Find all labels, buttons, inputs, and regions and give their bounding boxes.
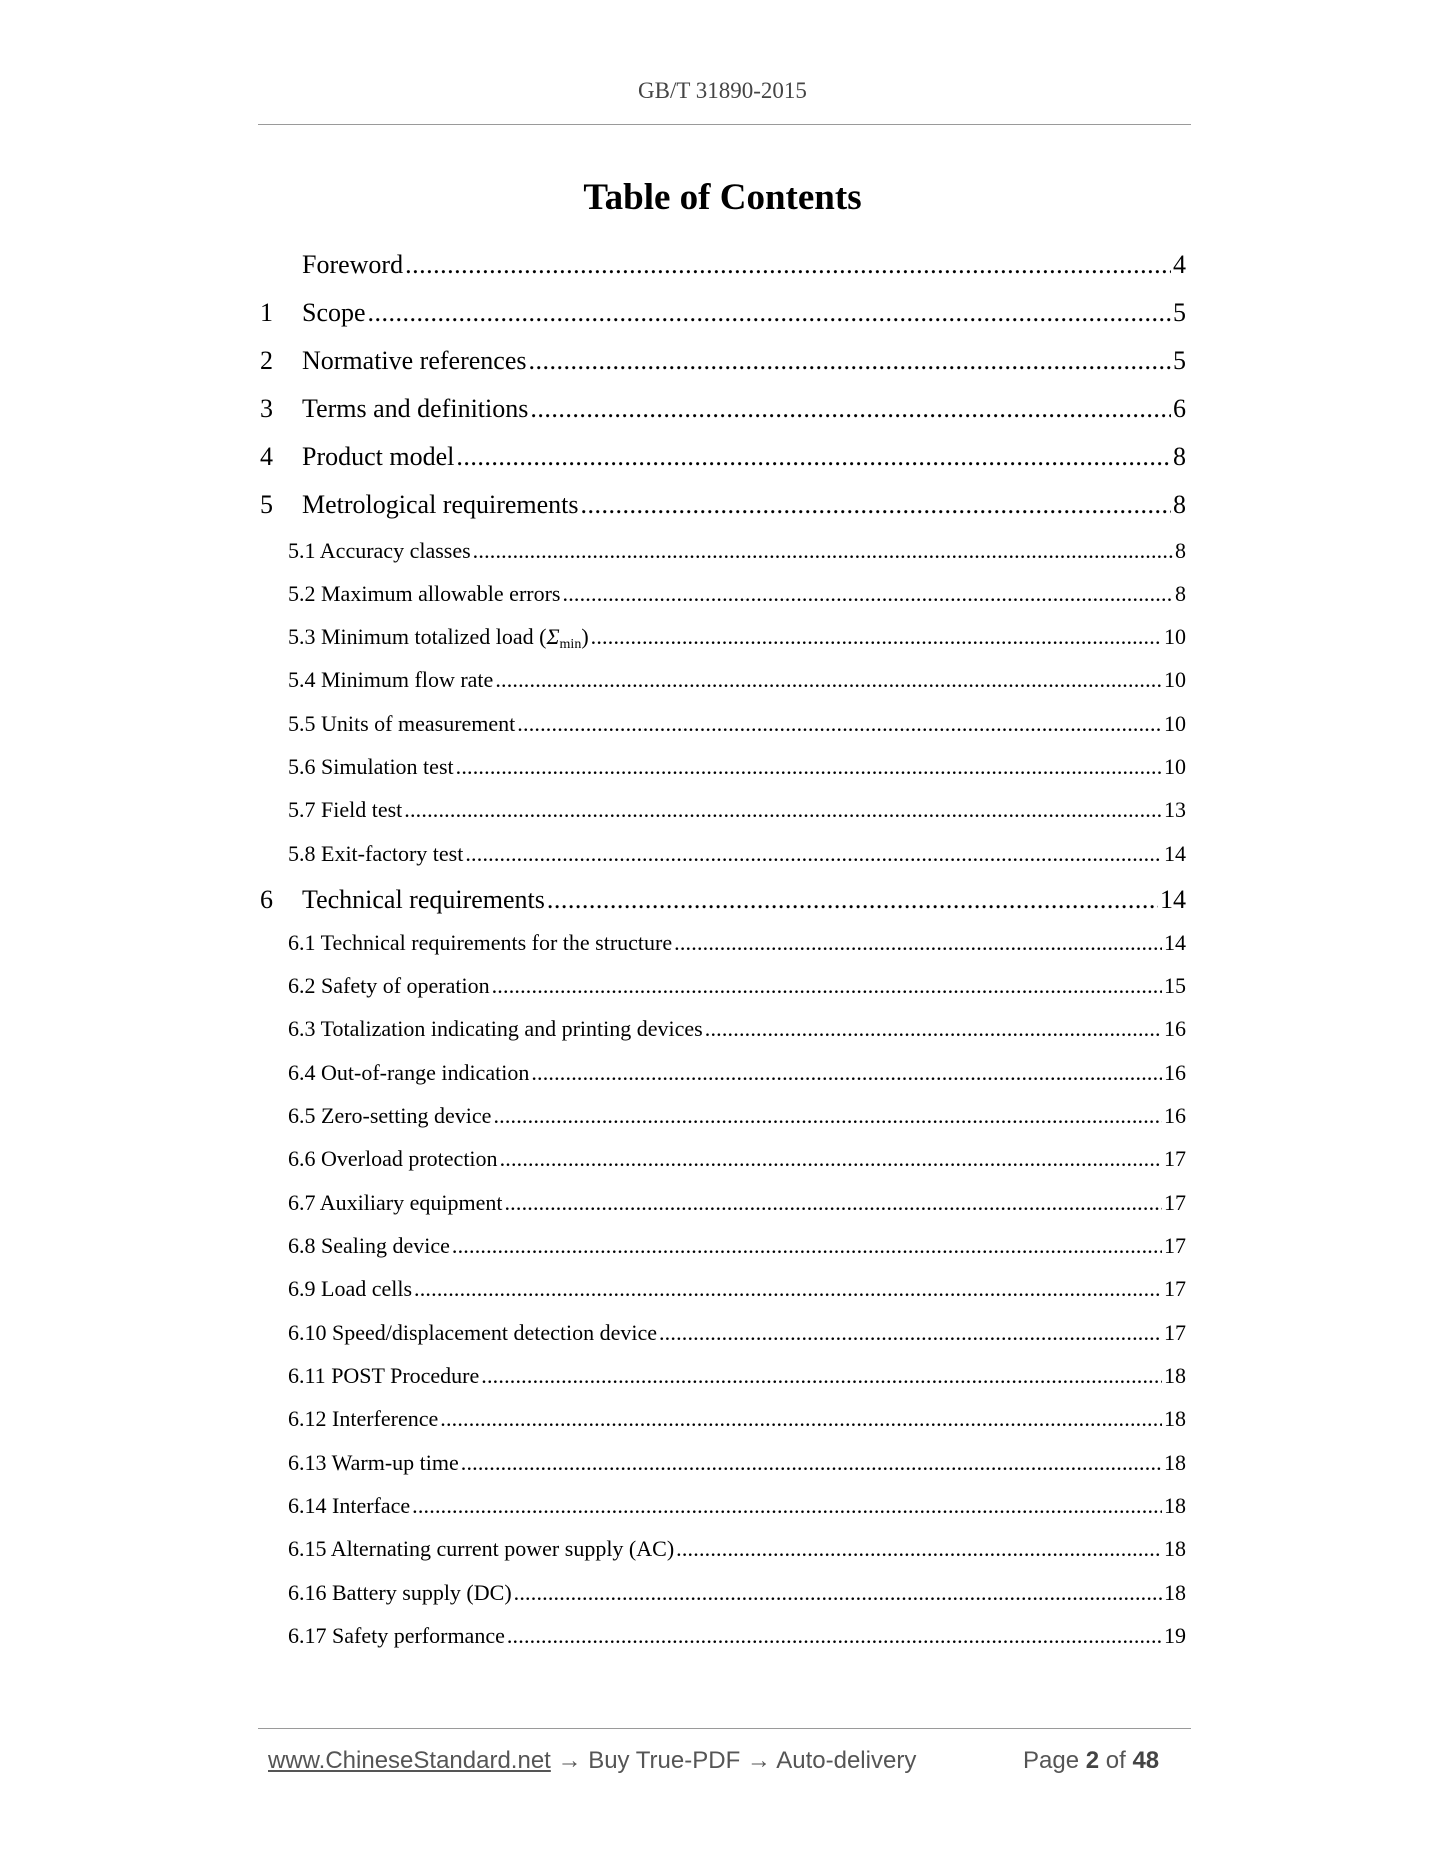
toc-entry-label — [260, 394, 528, 424]
toc-entry-number: 6.17 — [288, 1623, 327, 1648]
toc-entry[interactable] — [288, 1060, 1186, 1086]
toc-entry-title: Metrological requirements — [302, 490, 579, 519]
toc-entry-title: Speed/displacement detection device — [332, 1320, 657, 1345]
dot-leader — [514, 1580, 1162, 1606]
dot-leader — [581, 490, 1171, 520]
toc-entry-number: 6.4 — [288, 1060, 316, 1085]
toc-entry-title: Overload protection — [321, 1146, 498, 1171]
toc-entry-page: 4 — [1173, 250, 1186, 279]
toc-entry[interactable] — [260, 885, 1186, 915]
toc-entry[interactable] — [260, 298, 1186, 328]
toc-entry-label — [288, 1450, 459, 1476]
toc-entry-number: 6.8 — [288, 1233, 316, 1258]
toc-entry-number: 6.12 — [288, 1406, 327, 1431]
toc-entry-number: 5.8 — [288, 841, 316, 866]
toc-entry-label — [260, 885, 545, 915]
toc-entry-page: 8 — [1173, 442, 1186, 471]
toc-entry-number: 3 — [260, 394, 273, 423]
toc-entry-page: 14 — [1164, 841, 1186, 866]
toc-entry-title: Interface — [332, 1493, 411, 1518]
document-code: GB/T 31890-2015 — [638, 78, 807, 103]
toc-entry-label — [288, 1190, 502, 1216]
toc-entry-title: Field test — [321, 797, 403, 822]
toc-entry-number: 5.2 — [288, 581, 316, 606]
toc-entry-label — [260, 298, 366, 328]
dot-leader — [507, 1623, 1162, 1649]
dot-leader — [495, 667, 1162, 693]
toc-entry-title: Safety of operation — [321, 973, 490, 998]
toc-entry[interactable] — [288, 841, 1186, 867]
arrow-icon: → — [746, 1747, 771, 1774]
page-current: 2 — [1085, 1747, 1100, 1774]
site-link[interactable]: www.ChineseStandard.net — [268, 1747, 551, 1774]
dot-leader — [481, 1363, 1162, 1389]
toc-entry-number: 6.13 — [288, 1450, 327, 1475]
toc-entry-label — [288, 667, 493, 693]
toc-entry-title: Load cells — [321, 1276, 413, 1301]
dot-leader — [493, 1103, 1162, 1129]
toc-entry[interactable] — [288, 797, 1186, 823]
toc-entry-number: 6 — [260, 885, 273, 914]
page-indicator — [1023, 1747, 1159, 1775]
toc-entry[interactable] — [288, 1146, 1186, 1172]
toc-entry-number: 6.2 — [288, 973, 316, 998]
toc-entry-page: 8 — [1173, 490, 1186, 519]
toc-entry-label — [288, 1233, 450, 1259]
toc-entry-label — [288, 1536, 674, 1562]
toc-entry-label — [288, 1276, 412, 1302]
toc-entry-label — [288, 1060, 529, 1086]
buy-true-pdf-link[interactable]: Buy True-PDF — [588, 1747, 741, 1774]
toc-entry-page: 8 — [1175, 581, 1186, 606]
toc-entry[interactable] — [288, 1536, 1186, 1562]
toc-entry-title: Foreword — [302, 250, 404, 279]
toc-entry[interactable] — [288, 973, 1186, 999]
toc-entry-number: 5.4 — [288, 667, 316, 692]
toc-entry-title: Technical requirements for the structure — [320, 930, 673, 955]
toc-entry-page: 17 — [1164, 1190, 1186, 1215]
toc-entry[interactable] — [288, 1493, 1186, 1519]
toc-entry[interactable] — [288, 1363, 1186, 1389]
toc-entry[interactable] — [288, 1276, 1186, 1302]
auto-delivery-text: Auto-delivery — [776, 1747, 917, 1774]
dot-leader — [500, 1146, 1162, 1172]
toc-entry-label — [288, 581, 561, 607]
dot-leader — [530, 394, 1171, 424]
toc-entry-label — [288, 1406, 438, 1432]
toc-entry-title: Maximum allowable errors — [321, 581, 561, 606]
toc-entry-label — [288, 1493, 410, 1519]
toc-entry-page: 18 — [1164, 1536, 1186, 1561]
toc-entry-title: Sealing device — [321, 1233, 450, 1258]
toc-entry[interactable] — [288, 754, 1186, 780]
toc-entry-title: Safety performance — [332, 1623, 505, 1648]
toc-entry-number: 6.16 — [288, 1580, 327, 1605]
toc-entry-page: 16 — [1164, 1103, 1186, 1128]
toc-entry-label — [288, 1016, 703, 1042]
toc-entry-page: 18 — [1164, 1493, 1186, 1518]
toc-entry[interactable] — [288, 581, 1186, 607]
page-title: Table of Contents — [583, 177, 862, 218]
toc-entry[interactable] — [260, 394, 1186, 424]
toc-entry-number: 6.14 — [288, 1493, 327, 1518]
toc-entry-title: Technical requirements — [302, 885, 545, 914]
toc-entry[interactable] — [288, 538, 1186, 564]
dot-leader — [528, 346, 1171, 376]
toc-entry[interactable] — [288, 1320, 1186, 1346]
toc-entry-number: 6.1 — [288, 930, 316, 955]
toc-entry-page: 10 — [1164, 624, 1186, 649]
toc-entry-label — [288, 930, 672, 956]
toc-entry-page: 14 — [1160, 885, 1186, 914]
toc-entry-label — [260, 346, 526, 376]
toc-entry-number: 5.6 — [288, 754, 316, 779]
toc-entry-page: 6 — [1173, 394, 1186, 423]
toc-entry-label — [260, 250, 403, 280]
toc-entry-page: 16 — [1164, 1060, 1186, 1085]
toc-entry[interactable] — [260, 250, 1186, 280]
toc-entry-page: 10 — [1164, 667, 1186, 692]
toc-entry-number: 2 — [260, 346, 273, 375]
toc-entry-number: 4 — [260, 442, 273, 471]
dot-leader — [674, 930, 1162, 956]
toc-entry-title: Interference — [332, 1406, 439, 1431]
toc-entry-label — [288, 1146, 498, 1172]
toc-entry-number: 6.15 — [288, 1536, 327, 1561]
toc-entry-page: 10 — [1164, 711, 1186, 736]
dot-leader — [591, 624, 1162, 650]
toc-entry-page: 15 — [1164, 973, 1186, 998]
toc-entry-title: Minimum totalized load ( — [321, 624, 547, 649]
toc-entry-label — [288, 1363, 479, 1389]
dot-leader — [405, 250, 1171, 280]
toc-entry[interactable] — [288, 1103, 1186, 1129]
toc-entry-title: Out-of-range indication — [321, 1060, 530, 1085]
arrow-icon: → — [557, 1747, 582, 1774]
toc-entry-title: POST Procedure — [331, 1363, 480, 1388]
dot-leader — [461, 1450, 1162, 1476]
toc-entry-title: Terms and definitions — [302, 394, 529, 423]
toc-entry-label — [288, 973, 490, 999]
toc-entry-label — [288, 538, 471, 564]
toc-entry-title: Exit-factory test — [321, 841, 464, 866]
dot-leader — [547, 885, 1158, 915]
dot-leader — [676, 1536, 1162, 1562]
toc-entry[interactable] — [260, 442, 1186, 472]
dot-leader — [531, 1060, 1162, 1086]
toc-entry-page: 14 — [1164, 930, 1186, 955]
toc-entry-label — [260, 442, 454, 472]
dot-leader — [368, 298, 1171, 328]
toc-entry-label — [288, 624, 589, 653]
toc-entry-page: 13 — [1164, 797, 1186, 822]
toc-entry-number: 1 — [260, 298, 273, 327]
toc-entry-number: 5.5 — [288, 711, 316, 736]
dot-leader — [412, 1493, 1162, 1519]
page-total: 48 — [1132, 1747, 1160, 1774]
toc-entry-title: Scope — [302, 298, 366, 327]
toc-entry[interactable] — [288, 1450, 1186, 1476]
toc-entry-number: 6.5 — [288, 1103, 316, 1128]
sigma-symbol: Σ — [546, 624, 560, 649]
toc-entry-title: Product model — [302, 442, 455, 471]
toc-entry[interactable] — [288, 667, 1186, 693]
toc-entry-title: Zero-setting device — [321, 1103, 492, 1128]
toc-entry-label — [288, 1103, 491, 1129]
toc-entry-label — [288, 841, 463, 867]
toc-entry-number: 6.9 — [288, 1276, 316, 1301]
toc-entry-page: 18 — [1164, 1450, 1186, 1475]
toc-entry[interactable] — [288, 1406, 1186, 1432]
dot-leader — [659, 1320, 1162, 1346]
toc-entry-number: 6.11 — [288, 1363, 326, 1388]
toc-entry[interactable] — [288, 1623, 1186, 1649]
dot-leader — [504, 1190, 1162, 1216]
dot-leader — [440, 1406, 1162, 1432]
toc-entry-title: Auxiliary equipment — [319, 1190, 503, 1215]
toc-entry-page: 17 — [1164, 1276, 1186, 1301]
dot-leader — [517, 711, 1162, 737]
toc-entry-label — [288, 1623, 505, 1649]
toc-entry[interactable] — [288, 624, 1186, 653]
toc-entry-number: 5.3 — [288, 624, 316, 649]
toc-entry-label — [288, 754, 454, 780]
toc-entry-number: 5.7 — [288, 797, 316, 822]
toc-entry-page: 19 — [1164, 1623, 1186, 1648]
toc-entry-number: 5 — [260, 490, 273, 519]
toc-entry-page: 18 — [1164, 1406, 1186, 1431]
toc-entry[interactable] — [260, 346, 1186, 376]
toc-entry-number: 5.1 — [288, 538, 316, 563]
toc-entry-page: 5 — [1173, 298, 1186, 327]
toc-entry-page: 18 — [1164, 1363, 1186, 1388]
dot-leader — [465, 841, 1162, 867]
dot-leader — [705, 1016, 1162, 1042]
toc-entry-page: 18 — [1164, 1580, 1186, 1605]
footer-links — [268, 1747, 916, 1775]
toc-entry-title: Battery supply (DC) — [332, 1580, 512, 1605]
toc-entry[interactable] — [288, 1233, 1186, 1259]
dot-leader — [456, 442, 1171, 472]
dot-leader — [563, 581, 1174, 607]
toc-entry-title: Minimum flow rate — [321, 667, 494, 692]
toc-entry[interactable] — [288, 711, 1186, 737]
toc-entry-page: 5 — [1173, 346, 1186, 375]
toc-entry-title: Alternating current power supply (AC) — [330, 1536, 675, 1561]
dot-leader — [404, 797, 1162, 823]
toc-entry-title: Accuracy classes — [319, 538, 471, 563]
toc-entry-label — [288, 1580, 512, 1606]
toc-entry-page: 16 — [1164, 1016, 1186, 1041]
toc-entry[interactable] — [288, 1580, 1186, 1606]
toc-entry-page: 10 — [1164, 754, 1186, 779]
toc-entry-number: 6.7 — [288, 1190, 316, 1215]
toc-entry-title: Totalization indicating and printing devices — [320, 1016, 703, 1041]
footer-divider — [258, 1728, 1191, 1729]
toc-entry-title: Warm-up time — [331, 1450, 459, 1475]
toc-entry-label — [260, 490, 579, 520]
toc-entry-number: 6.3 — [288, 1016, 316, 1041]
dot-leader — [452, 1233, 1162, 1259]
toc-entry-number: 6.10 — [288, 1320, 327, 1345]
symbol-subscript: min — [559, 637, 582, 652]
toc-entry-title: Units of measurement — [321, 711, 516, 736]
page-word: Page — [1023, 1747, 1080, 1774]
toc-entry-label — [288, 711, 515, 737]
of-word: of — [1105, 1747, 1126, 1774]
toc-entry-title: Normative references — [302, 346, 527, 375]
toc-entry-title: Simulation test — [321, 754, 454, 779]
dot-leader — [414, 1276, 1162, 1302]
toc-entry[interactable] — [288, 1190, 1186, 1216]
dot-leader — [492, 973, 1162, 999]
toc-entry-page: 17 — [1164, 1146, 1186, 1171]
toc-entry[interactable] — [260, 490, 1186, 520]
toc-entry-number: 6.6 — [288, 1146, 316, 1171]
toc-entry-label — [288, 1320, 657, 1346]
toc-entry-page: 17 — [1164, 1233, 1186, 1258]
toc-entry[interactable] — [288, 1016, 1186, 1042]
dot-leader — [473, 538, 1173, 564]
toc-entry-page: 8 — [1175, 538, 1186, 563]
toc-entry-page: 17 — [1164, 1320, 1186, 1345]
toc-entry-title-end: ) — [581, 624, 589, 649]
toc-entry[interactable] — [288, 930, 1186, 956]
dot-leader — [456, 754, 1162, 780]
toc-entry-label — [288, 797, 402, 823]
